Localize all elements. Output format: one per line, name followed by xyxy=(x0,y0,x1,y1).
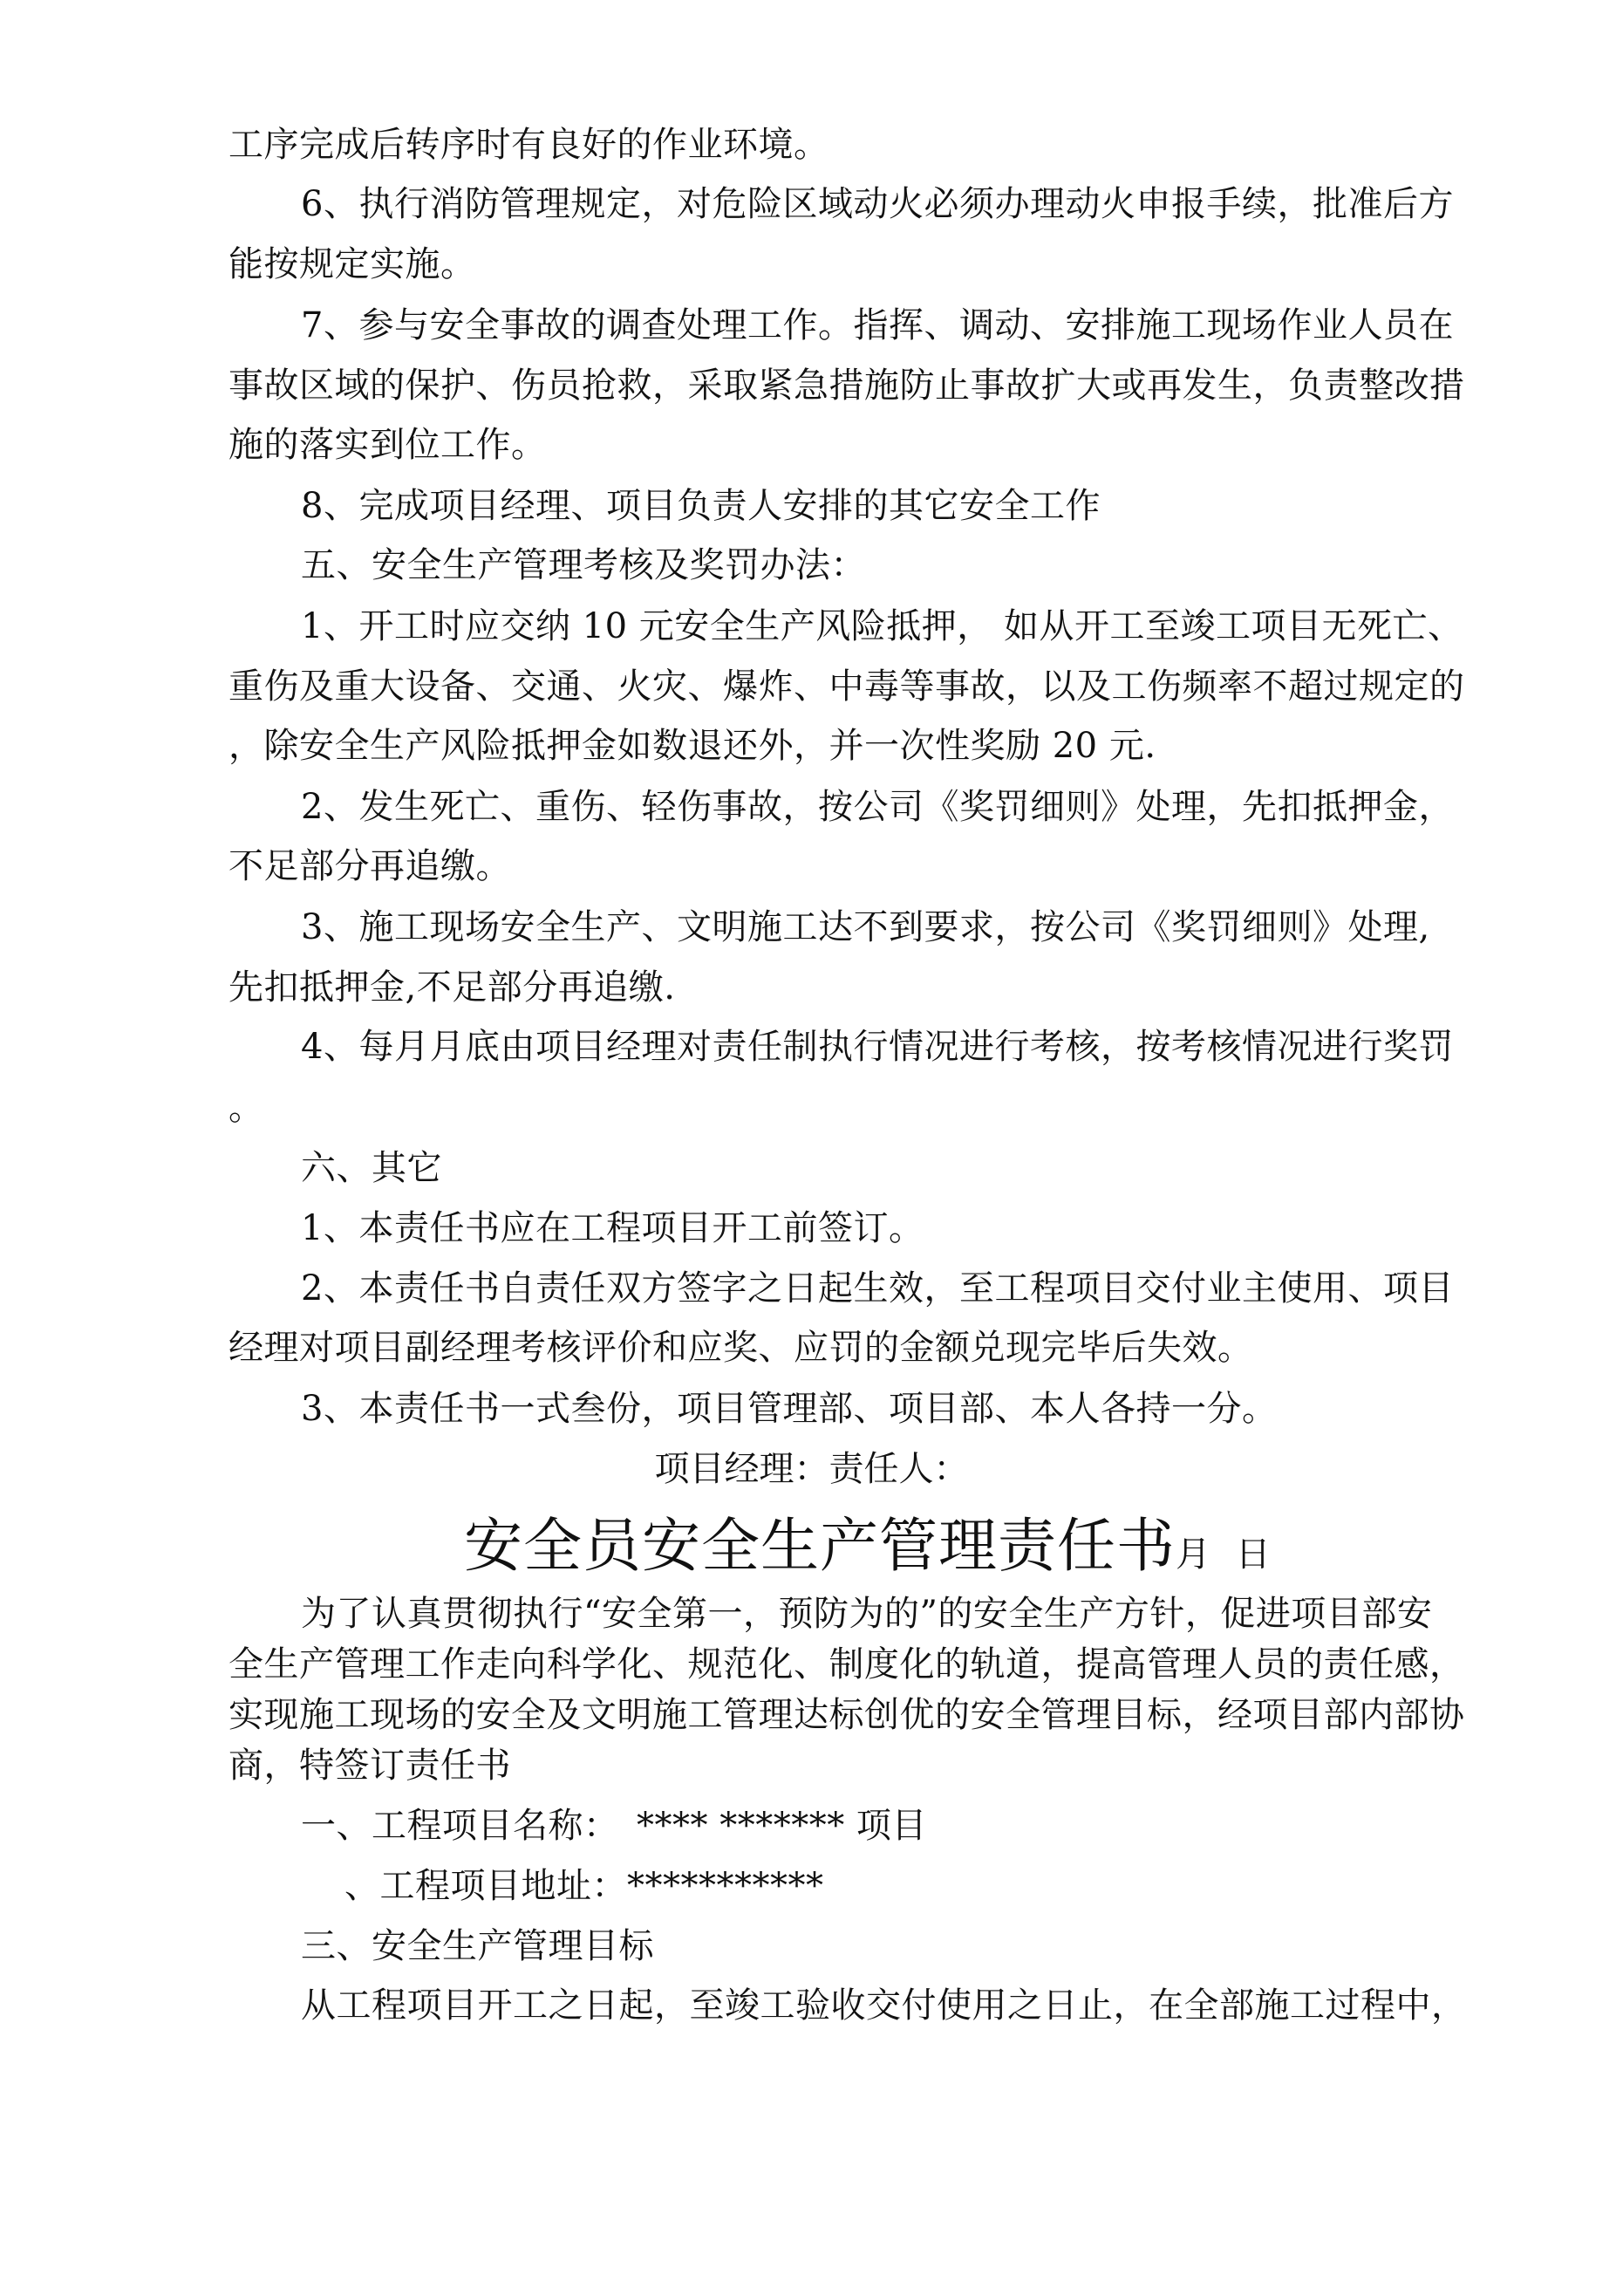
paragraph-line: 实现施工现场的安全及文明施工管理达标创优的安全管理目标，经项目部内部协 xyxy=(228,1695,1465,1735)
clause-5-3: 3、施工现场安全生产、文明施工达不到要求，按公司《奖罚细则》处理, xyxy=(301,907,1430,947)
clause-6-2: 2、本责任书自责任双方签字之日起生效，至工程项目交付业主使用、项目 xyxy=(301,1268,1454,1309)
paragraph-line: 经理对项目副经理考核评价和应奖、应罚的金额兑现完毕后失效。 xyxy=(228,1328,1253,1368)
project-address-line: 、工程项目地址：*********** xyxy=(344,1866,824,1906)
clause-6: 6、执行消防管理规定，对危险区域动火必须办理动火申报手续，批准后方 xyxy=(301,184,1454,224)
paragraph-line: 先扣抵押金,不足部分再追缴. xyxy=(228,967,676,1008)
clause-8: 8、完成项目经理、项目负责人安排的其它安全工作 xyxy=(301,486,1101,526)
paragraph-line: 施的落实到位工作。 xyxy=(228,425,547,465)
paragraph-line: 从工程项目开工之日起，至竣工验收交付使用之日止，在全部施工过程中， xyxy=(301,1985,1467,2026)
paragraph-line: 工序完成后转序时有良好的作业环境。 xyxy=(228,125,829,165)
document-title xyxy=(464,1511,1278,1589)
paragraph-line: 能按规定实施。 xyxy=(228,244,476,284)
clause-6-3: 3、本责任书一式叁份，项目管理部、项目部、本人各持一分。 xyxy=(301,1389,1278,1429)
clause-5-4: 4、每月月底由项目经理对责任制执行情况进行考核，按考核情况进行奖罚 xyxy=(301,1027,1454,1067)
paragraph-line: 。 xyxy=(228,1088,264,1128)
section-heading-3: 三、安全生产管理目标 xyxy=(301,1926,654,1966)
clause-7: 7、参与安全事故的调查处理工作。指挥、调动、安排施工现场作业人员在 xyxy=(301,305,1454,345)
clause-6-1: 1、本责任书应在工程项目开工前签订。 xyxy=(301,1208,924,1248)
paragraph-line: 不足部分再追缴。 xyxy=(228,846,511,886)
clause-5-1: 1、开工时应交纳 10 元安全生产风险抵押， 如从开工至竣工项目无死亡、 xyxy=(301,606,1463,646)
section-heading-6: 六、其它 xyxy=(301,1148,442,1188)
paragraph-line: 事故区域的保护、伤员抢救，采取紧急措施防止事故扩大或再发生，负责整改措 xyxy=(228,366,1465,406)
document-title-text: 安全员安全生产管理责任书 xyxy=(464,1512,1176,1580)
project-name-line: 一、工程项目名称： **** ******* 项目 xyxy=(301,1806,927,1846)
date-suffix: 月 日 xyxy=(1176,1534,1278,1575)
paragraph-line: 全生产管理工作走向科学化、规范化、制度化的轨道，提高管理人员的责任感， xyxy=(228,1644,1465,1684)
paragraph-line: 重伤及重大设备、交通、火灾、爆炸、中毒等事故，以及工伤频率不超过规定的 xyxy=(228,666,1465,707)
clause-5-2: 2、发生死亡、重伤、轻伤事故，按公司《奖罚细则》处理，先扣抵押金， xyxy=(301,787,1454,827)
signature-line: 项目经理：责任人： xyxy=(654,1449,969,1489)
intro-line: 为了认真贯彻执行“安全第一，预防为的”的安全生产方针，促进项目部安 xyxy=(301,1594,1433,1634)
section-heading-5: 五、安全生产管理考核及奖罚办法： xyxy=(301,545,866,585)
paragraph-line: 商，特签订责任书 xyxy=(228,1746,511,1786)
paragraph-line: ，除安全生产风险抵押金如数退还外，并一次性奖励 20 元. xyxy=(228,726,1156,766)
